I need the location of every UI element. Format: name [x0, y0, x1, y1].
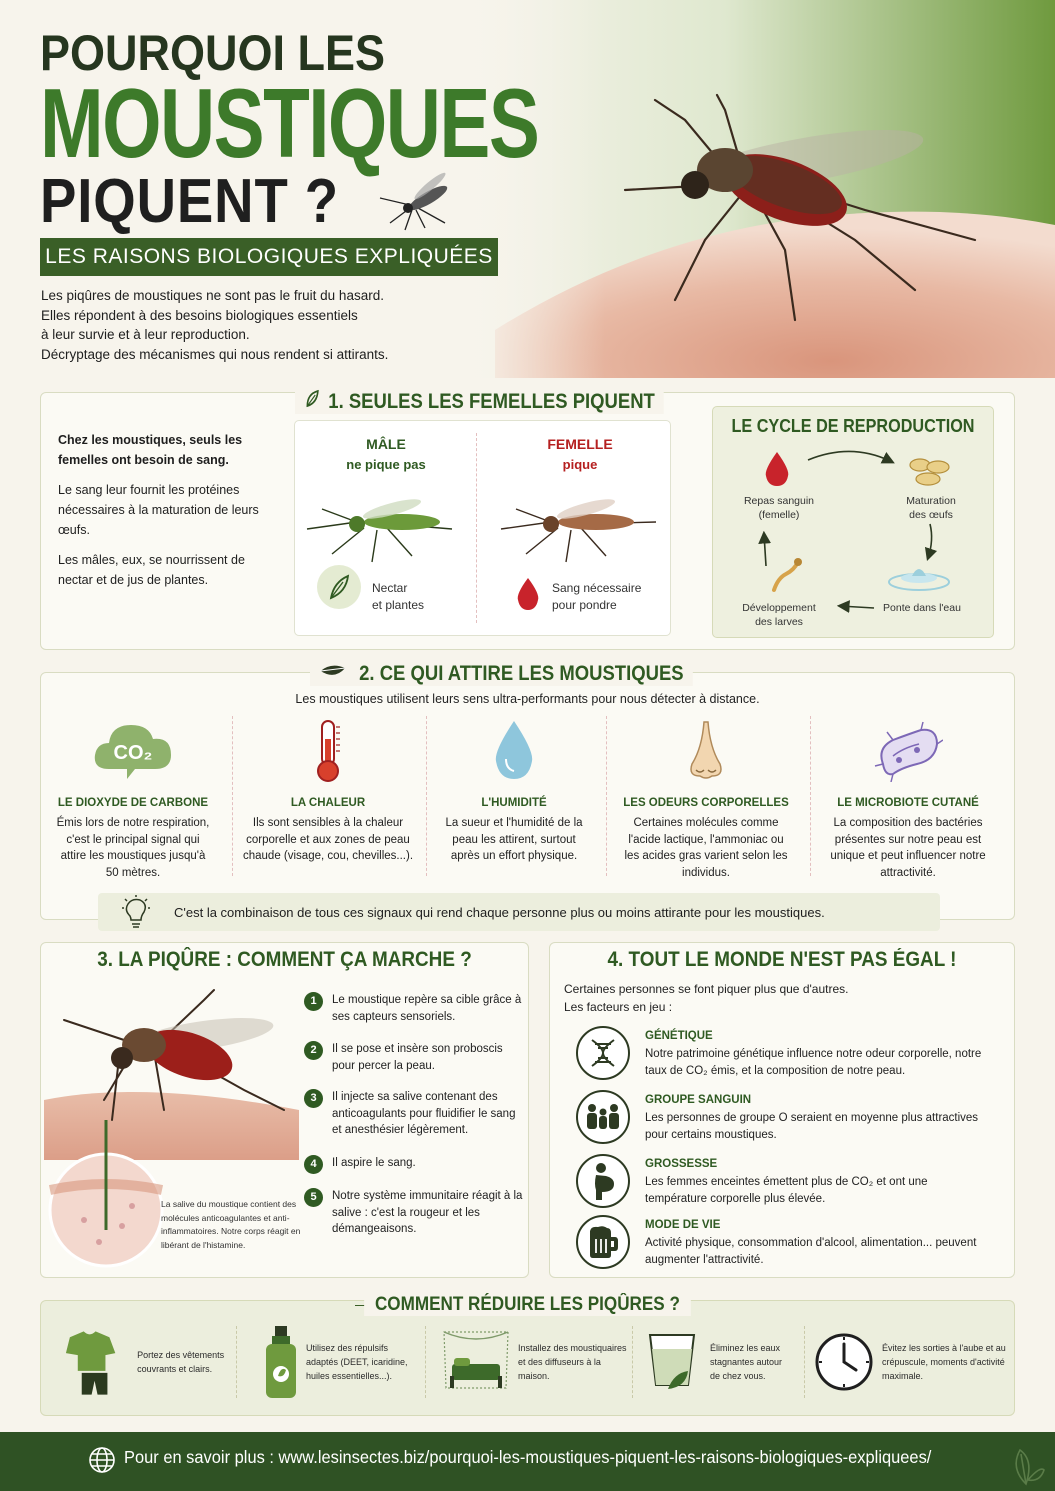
divider [804, 1326, 805, 1398]
tip-repellent [262, 1322, 422, 1402]
mosquito-net-bed-icon [440, 1326, 512, 1398]
section-1-title-text: 1. SEULES LES FEMELLES PIQUENT [328, 390, 655, 413]
intro-line: Les piqûres de moustiques ne sont pas le fruit du hasard. [41, 288, 384, 303]
intro-line: à leur survie et à leur reproduction. [41, 327, 250, 342]
female-note-line: pour pondre [552, 598, 617, 612]
attractant-text: Émis lors de notre respiration, c'est le principal signal qui attire les moustiques jusqu'à 50 mètres. [56, 817, 210, 879]
title-line-2: MOUSTIQUES [40, 68, 539, 178]
attractant-title: LE MICROBIOTE CUTANÉ [837, 797, 979, 809]
attractant-text: Ils sont sensibles à la chaleur corporelle et aux zones de peau chaude (visage, cou, chevilles...). [242, 817, 414, 862]
section-2-title [310, 662, 692, 686]
globe-icon [88, 1446, 116, 1474]
male-note [372, 580, 424, 614]
tip-text: Utilisez des répulsifs adaptés (DEET, icaridine, huiles essentielles...). [306, 1343, 408, 1381]
beer-mug-icon [576, 1215, 630, 1269]
cycle-step-line: Repas sanguin [743, 495, 815, 507]
cycle-step-line: des œufs [909, 509, 953, 521]
title-line-3: PIQUENT ? [40, 167, 339, 236]
leaf-icon [319, 662, 354, 686]
co2-label: CO₂ [113, 742, 153, 764]
intro-line: Elles répondent à des besoins biologiques essentiels [41, 307, 358, 323]
clothing-icon [60, 1327, 131, 1397]
attractant-title: LA CHALEUR [290, 797, 366, 809]
tip-stagnant-water [644, 1322, 802, 1402]
blood-proteins-text: Le sang leur fournit les protéines nécessaires à la maturation de leurs œufs. [58, 483, 259, 537]
cycle-step [729, 601, 829, 629]
divider [425, 1326, 426, 1398]
cycle-title: LE CYCLE DE REPRODUCTION [731, 416, 975, 436]
intro-text [41, 286, 481, 364]
clock-icon [812, 1330, 876, 1394]
male-sub: ne pique pas [346, 457, 426, 472]
cycle-step-line: des larves [755, 616, 803, 628]
bite-step [304, 1188, 526, 1238]
step-number: 1 [304, 992, 323, 1011]
attractant-humidity [414, 715, 614, 865]
bite-step [304, 1089, 526, 1139]
females-need-blood-text: Chez les moustiques, seuls les femelles ont besoin de sang. [58, 433, 243, 467]
males-nectar-text: Les mâles, eux, se nourrissent de nectar et de jus de plantes. [58, 553, 245, 587]
title-line-1: POURQUOI LES [40, 25, 386, 81]
bite-step [304, 1041, 526, 1074]
male-note-line: Nectar [372, 581, 408, 595]
repellent-bottle-icon [262, 1324, 300, 1400]
bite-step [304, 992, 526, 1025]
step-number: 2 [304, 1041, 323, 1060]
step-number: 4 [304, 1155, 323, 1174]
combination-text: C'est la combinaison de tous ces signaux qui rend chaque personne plus ou moins attirante pour les moustiques. [174, 904, 825, 920]
bacteria-icon [808, 715, 1008, 787]
step-number: 5 [304, 1188, 323, 1207]
subtitle-banner: LES RAISONS BIOLOGIQUES EXPLIQUÉES [40, 238, 498, 276]
saliva-note: La salive du moustique contient des molécules anticoagulantes et anti-inflammatoires. Notre corps réagit en libérant de l'histamine. [161, 1199, 301, 1250]
intro-line: Les facteurs en jeu : [564, 1000, 673, 1014]
step-text: Il aspire le sang. [332, 1157, 416, 1169]
attractant-text: Certaines molécules comme l'acide lactique, l'ammoniac ou les acides gras varient selon les individus. [624, 817, 788, 879]
cycle-step-line: Développement [742, 602, 816, 614]
section-2-title-text: 2. CE QUI ATTIRE LES MOUSTIQUES [359, 662, 684, 685]
attractant-odors [606, 715, 806, 881]
step-text: Le moustique repère sa cible grâce à ses capteurs sensoriels. [332, 994, 522, 1023]
cycle-step-line: (femelle) [758, 509, 800, 521]
section-5-title [40, 1294, 1015, 1316]
tip-text: Évitez les sorties à l'aube et au crépuscule, moments d'activité maximale. [882, 1343, 1006, 1381]
people-icon [576, 1090, 630, 1144]
header [0, 0, 1055, 378]
step-text: Notre système immunitaire réagit à la salive : c'est la rougeur et les démangeaisons. [332, 1190, 523, 1235]
section-1-text [58, 430, 268, 600]
plant-icon [316, 564, 362, 610]
dna-icon [576, 1026, 630, 1080]
section-2-intro: Les moustiques utilisent leurs sens ultra-performants pour nous détecter à distance. [295, 692, 760, 706]
divider [476, 433, 477, 623]
cycle-step [729, 494, 829, 522]
attractant-title: LES ODEURS CORPORELLES [623, 797, 789, 809]
attractant-title: L'HUMIDITÉ [481, 797, 547, 809]
bite-step [304, 1155, 526, 1172]
attractant-title: LE DIOXYDE DE CARBONE [57, 797, 209, 809]
leaf-icon [304, 388, 323, 414]
combination-note [98, 893, 940, 931]
divider [632, 1326, 633, 1398]
section-4-intro [564, 980, 848, 1016]
factor-text: Les femmes enceintes émettent plus de CO₂ et ont une température corporelle plus élevée. [645, 1176, 928, 1205]
step-text: Il se pose et insère son proboscis pour percer la peau. [332, 1043, 503, 1072]
co2-cloud-icon [33, 715, 233, 787]
tip-text: Portez des vêtements couvrants et clairs. [137, 1350, 225, 1374]
cycle-step-line: Maturation [906, 495, 956, 507]
intro-line: Certaines personnes se font piquer plus que d'autres. [564, 982, 849, 996]
factor-text: Les personnes de groupe O seraient en moyenne plus attractives pour certains moustiques. [645, 1112, 979, 1141]
thermometer-icon [228, 715, 428, 787]
cycle-step [872, 601, 972, 615]
section-5-title-text: COMMENT RÉDUIRE LES PIQÛRES ? [364, 1294, 691, 1316]
tip-text: Installez des moustiquaires et des diffuseurs à la maison. [518, 1343, 627, 1381]
water-container-icon [644, 1329, 704, 1395]
tip-text: Éliminez les eaux stagnantes autour de chez vous. [710, 1343, 783, 1381]
factor-text: Activité physique, consommation d'alcool, alimentation... peuvent augmenter l'attractivité. [645, 1237, 977, 1266]
cycle-step [881, 494, 981, 522]
section-3-title: 3. LA PIQÛRE : COMMENT ÇA MARCHE ? [97, 948, 472, 971]
tip-nets [440, 1322, 630, 1402]
tip-clothing [60, 1322, 230, 1402]
attractant-text: La sueur et l'humidité de la peau les attirent, surtout après un effort physique. [445, 817, 583, 862]
female-sub: pique [562, 457, 598, 472]
cycle-arrows [712, 440, 994, 620]
tip-avoid-hours [812, 1322, 1012, 1402]
pregnant-woman-icon [576, 1154, 630, 1208]
male-note-line: et plantes [372, 598, 425, 612]
mosquito-on-skin-photo [455, 0, 1055, 378]
lightbulb-icon [118, 894, 154, 930]
attractant-heat [228, 715, 428, 865]
factor-title: GROUPE SANGUIN [645, 1094, 752, 1106]
factor-title: GÉNÉTIQUE [645, 1030, 713, 1042]
cycle-step-line: Ponte dans l'eau [883, 602, 961, 614]
female-note [552, 580, 641, 614]
factor-title: GROSSESSE [645, 1158, 718, 1170]
step-text: Il injecte sa salive contenant des anticoagulants pour fluidifier le sang et anesthésier légèrement. [332, 1091, 516, 1136]
step-number: 3 [304, 1089, 323, 1108]
female-label: FEMELLE [547, 436, 613, 452]
water-drop-icon [414, 715, 614, 787]
attractant-co2 [33, 715, 233, 881]
intro-line: Décryptage des mécanismes qui nous rendent si attirants. [41, 346, 389, 362]
blood-drop-icon [514, 576, 542, 612]
attractant-microbiome [808, 715, 1008, 881]
male-mosquito-icon [302, 484, 467, 564]
divider [236, 1326, 237, 1398]
female-mosquito-icon [496, 484, 661, 564]
male-label: MÂLE [366, 436, 406, 452]
factor-text: Notre patrimoine génétique influence notre odeur corporelle, notre taux de CO₂ émis, et la composition de notre peau. [645, 1048, 982, 1077]
nose-icon [606, 715, 806, 787]
leaf-icon [1004, 1440, 1048, 1486]
female-note-line: Sang nécessaire [552, 581, 642, 595]
learn-more-link[interactable]: Pour en savoir plus : www.lesinsectes.biz/pourquoi-les-moustiques-piquent-les-raisons-biologiques-expliquees/ [124, 1447, 932, 1467]
factor-title: MODE DE VIE [645, 1219, 721, 1231]
mosquito-icon [370, 168, 460, 238]
section-4-title: 4. TOUT LE MONDE N'EST PAS ÉGAL ! [607, 948, 957, 971]
section-1-title [295, 388, 664, 414]
attractant-text: La composition des bactéries présentes sur notre peau est unique et peut influencer notre attractivité. [830, 817, 986, 879]
